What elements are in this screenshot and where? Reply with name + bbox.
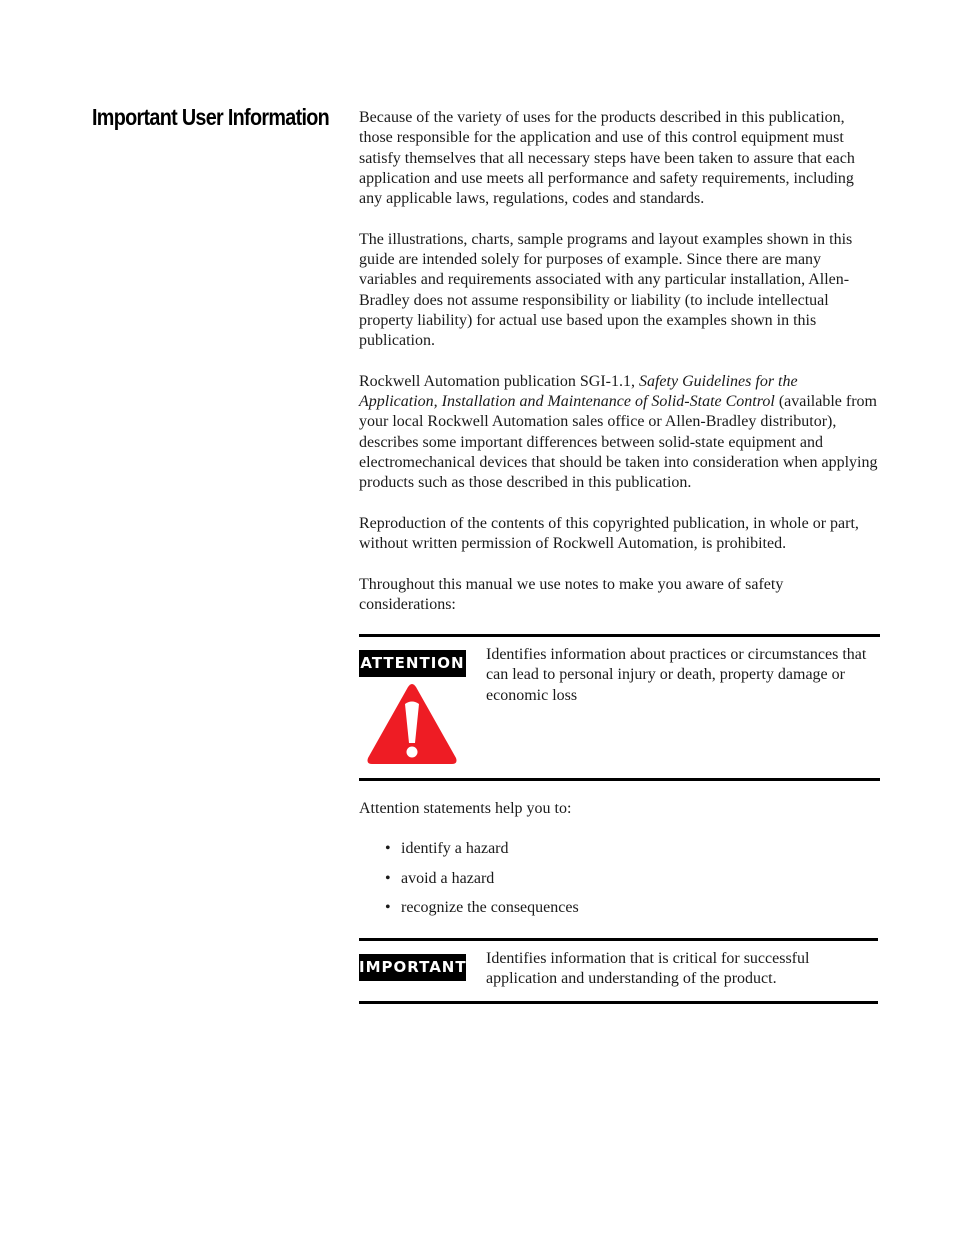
attention-text: Identifies information about practices or circumstances that can lead to personal injury or death, property damage or economic loss — [486, 646, 867, 704]
paragraph-variety-of-uses: Because of the variety of uses for the products described in this publication, those responsible for the application and use of this control equipment must satisfy themselves that all necessary steps have been taken to assure that each application and use meets all performance and safety requirements, including any applicable laws, regulations, codes and standards. — [359, 109, 855, 208]
paragraph-reproduction: Reproduction of the contents of this copyrighted publication, in whole or part, without written permission of Rockwell Automation, is prohibited. — [359, 514, 859, 553]
paragraph-safety-guidelines-start: Rockwell Automation publication SGI-1.1, — [359, 372, 639, 390]
list-item-text: recognize the consequences — [401, 899, 579, 917]
attention-notice — [359, 634, 880, 781]
bullet-icon: • — [385, 869, 391, 887]
attention-label: ATTENTION — [359, 650, 466, 677]
list-item-text: avoid a hazard — [401, 869, 495, 887]
important-notice — [359, 938, 878, 1004]
important-text: Identifies information that is critical for successful application and understanding of the product. — [486, 950, 810, 988]
page-title: Important User Information — [92, 104, 330, 130]
paragraph-safety-guidelines-end: (available from your local Rockwell Automation sales office or Allen-Bradley distributor), describes some important differences between solid-state equipment and electromechanical devices that should be taken into consideration when applying products such as those described in this publication. — [359, 393, 878, 492]
attention-benefits-list — [385, 839, 579, 928]
list-item-text: identify a hazard — [401, 840, 509, 857]
bullet-icon: • — [385, 899, 391, 917]
important-label: IMPORTANT — [359, 954, 466, 981]
warning-triangle-icon — [366, 682, 458, 766]
publication-title: Safety Guidelines for the Application, Installation and Maintenance of Solid-State Control — [359, 372, 798, 411]
list-item — [385, 839, 579, 869]
body-text — [359, 108, 879, 615]
list-item — [385, 898, 579, 928]
bullet-icon: • — [385, 840, 391, 857]
list-item — [385, 869, 579, 899]
paragraph-notes-intro: Throughout this manual we use notes to make you aware of safety considerations: — [359, 575, 784, 614]
paragraph-illustrations: The illustrations, charts, sample programs and layout examples shown in this guide are intended solely for purposes of example. Since there are many variables and requirements associated with any particular installation, Allen-Bradley does not assume responsibility or liability (to include intellectual property liability) for actual use based upon the examples shown in this publication. — [359, 230, 853, 350]
attention-intro: Attention statements help you to: — [359, 800, 572, 817]
paragraph-safety-guidelines — [359, 372, 879, 494]
